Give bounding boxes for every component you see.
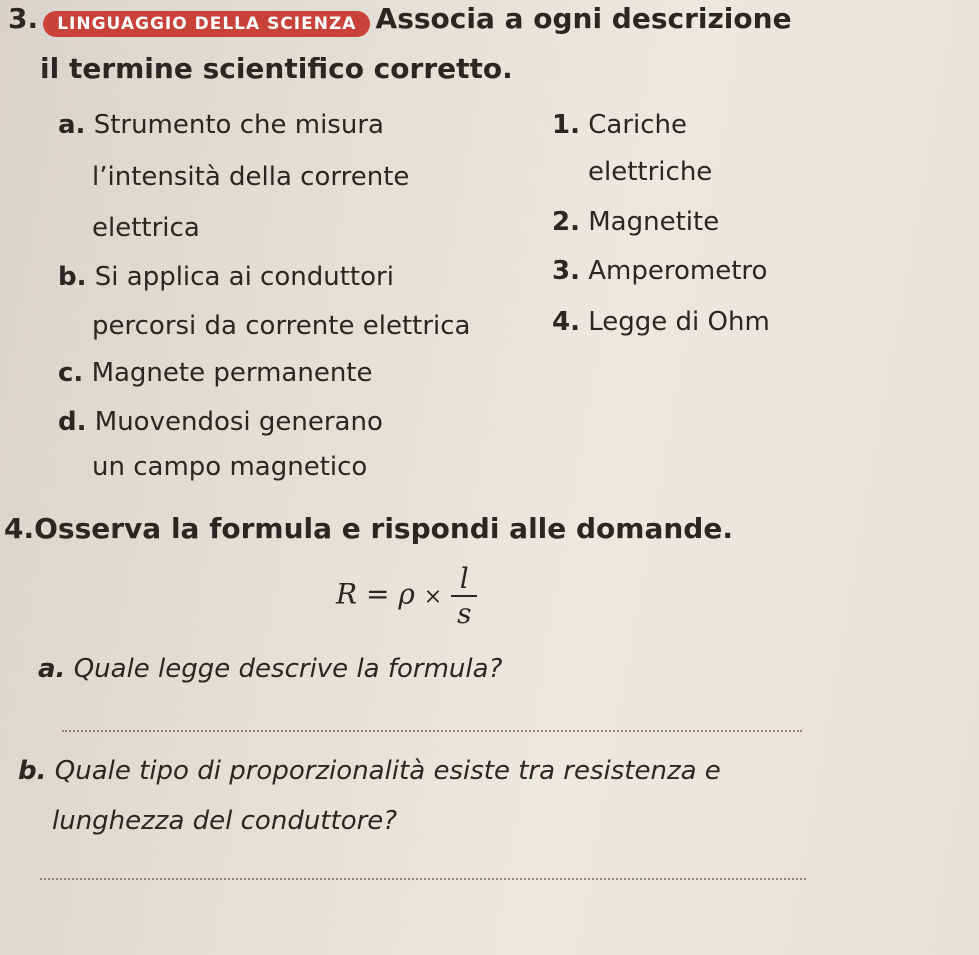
question-b-letter: b. [18, 756, 47, 786]
answer-line-a[interactable] [62, 730, 802, 732]
formula-numerator: l [451, 562, 477, 597]
question-b-line1: Quale tipo di proporzionalità esiste tra resistenza e [54, 756, 721, 786]
formula-denominator: s [457, 597, 472, 630]
description-d [58, 407, 383, 437]
formula-lhs: R [336, 577, 358, 611]
description-a [58, 110, 384, 140]
term-1 [552, 110, 687, 140]
question-a [38, 654, 502, 684]
term-2-line1: Magnetite [588, 207, 720, 237]
formula [336, 562, 477, 630]
description-d-line2: un campo magnetico [92, 452, 368, 482]
term-3-line1: Amperometro [588, 256, 768, 286]
term-1-line2: elettriche [588, 157, 713, 187]
description-c [58, 358, 373, 388]
description-b-line1: Si applica ai conduttori [94, 262, 394, 292]
section-tag: LINGUAGGIO DELLA SCIENZA [43, 11, 370, 37]
description-a-line3: elettrica [92, 213, 200, 243]
question-b-line2: lunghezza del conduttore? [52, 806, 398, 836]
question-b [18, 756, 721, 786]
exercise-4-header [4, 512, 733, 545]
description-d-line1: Muovendosi generano [94, 407, 383, 437]
description-b-letter: b. [58, 262, 87, 292]
term-4 [552, 307, 770, 337]
description-c-letter: c. [58, 358, 84, 388]
formula-equals: = [366, 577, 390, 611]
description-b-line2: percorsi da corrente elettrica [92, 311, 471, 341]
term-2 [552, 207, 719, 237]
answer-line-b[interactable] [40, 878, 806, 880]
description-b [58, 262, 394, 292]
term-3-number: 3. [552, 256, 580, 286]
description-a-line2: l’intensità della corrente [92, 162, 410, 192]
question-a-letter: a. [38, 654, 66, 684]
exercise-3-title-line2: il termine scientifico corretto. [40, 52, 513, 85]
exercise-3-title-line1: Associa a ogni descrizione [375, 2, 792, 35]
description-a-line1: Strumento che misura [93, 110, 384, 140]
formula-fraction [451, 562, 477, 630]
term-3 [552, 256, 767, 286]
exercise-3-number: 3. [8, 2, 39, 35]
description-c-line1: Magnete permanente [91, 358, 373, 388]
question-a-text: Quale legge descrive la formula? [73, 654, 503, 684]
term-4-line1: Legge di Ohm [588, 307, 770, 337]
term-2-number: 2. [552, 207, 580, 237]
formula-rho: ρ [398, 577, 415, 611]
exercise-4-number: 4. [4, 512, 35, 545]
description-a-letter: a. [58, 110, 86, 140]
term-1-number: 1. [552, 110, 580, 140]
description-d-letter: d. [58, 407, 87, 437]
exercise-4-title: Osserva la formula e rispondi alle domande. [34, 512, 733, 545]
term-1-line1: Cariche [588, 110, 688, 140]
formula-times: × [423, 584, 443, 610]
term-4-number: 4. [552, 307, 580, 337]
exercise-3-header [8, 2, 792, 37]
